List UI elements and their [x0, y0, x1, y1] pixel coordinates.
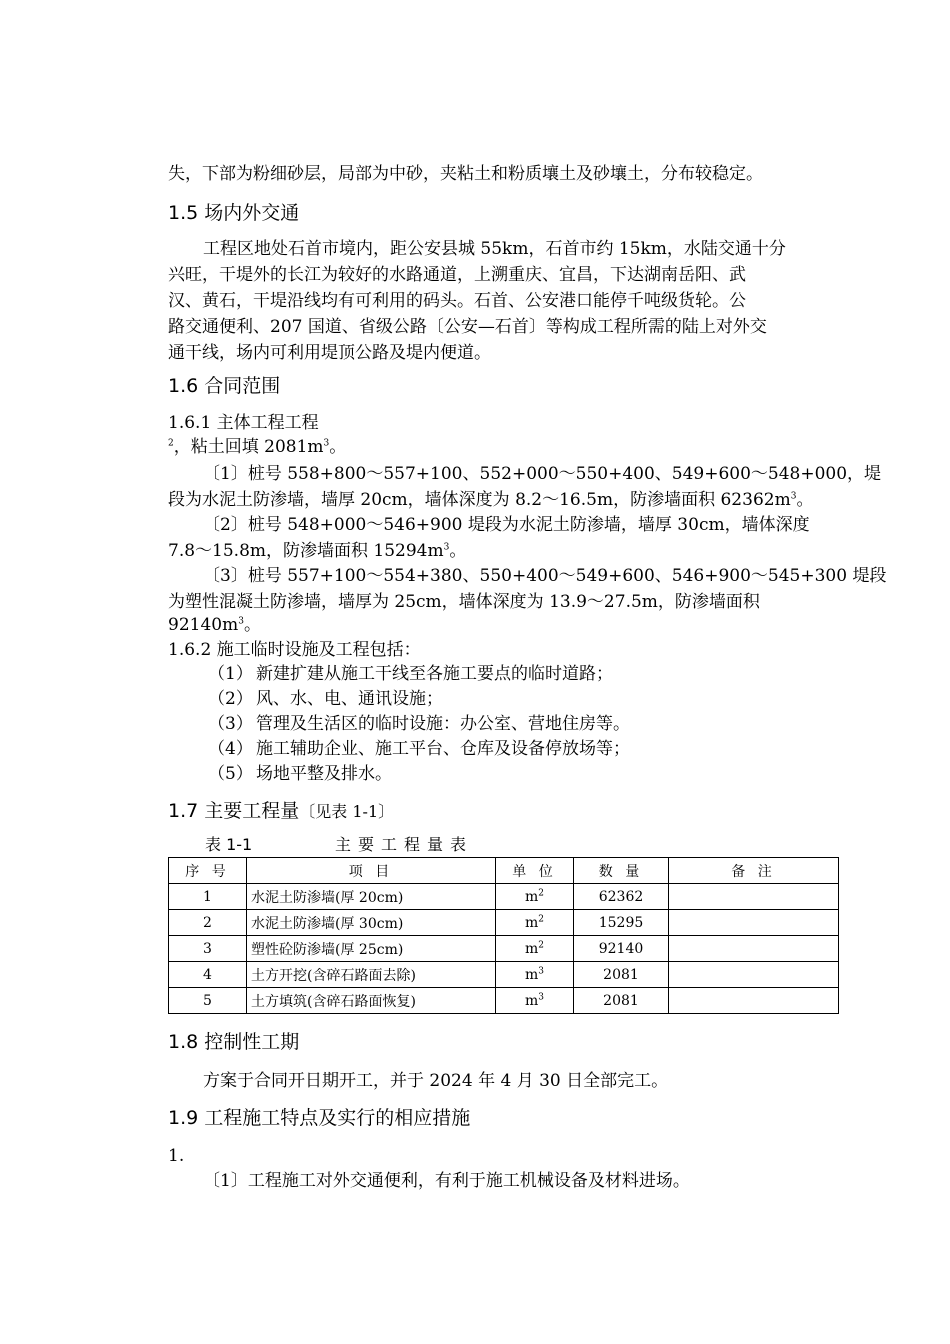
temp-facility-item	[208, 661, 613, 687]
cell-unit	[496, 988, 574, 1014]
scope-item-3-line: 〔3〕桩号 557+100～554+380、550+400～549+600、546+900～545+300 堤段	[203, 566, 887, 586]
list-number: （4）	[208, 739, 253, 759]
table-number: 表 1-1	[205, 835, 253, 854]
subsection-1-6-2: 1.6.2 施工临时设施及工程包括：	[168, 640, 421, 660]
scope-item-3-line	[168, 612, 838, 638]
unit-text: m	[524, 992, 539, 1009]
subsection-1-6-1: 1.6.1 主体工程工程	[168, 413, 319, 433]
scope-item-2-line	[168, 538, 838, 564]
superscript: 2	[168, 438, 174, 449]
cell-unit	[496, 884, 574, 910]
cell-no: 5	[169, 988, 247, 1014]
list-text: 管理及生活区的临时设施：办公室、营地住房等。	[256, 714, 630, 734]
list-text: 风、水、电、通讯设施；	[256, 689, 443, 709]
scope-item-1-line: 〔1〕桩号 558+800～557+100、552+000～550+400、549+600～548+000，堤	[203, 464, 882, 484]
cell-qty: 92140	[574, 936, 669, 962]
scope-end: 。	[243, 615, 261, 635]
cell-qty: 2081	[574, 962, 669, 988]
section-1-6-heading: 1.6 合同范围	[168, 375, 281, 397]
unit-text: m	[524, 914, 539, 931]
table-title: 主要工程量表	[335, 835, 474, 854]
list-number: （3）	[208, 714, 253, 734]
paragraph-line: 路交通便利、207 国道、省级公路〔公安—石首〕等构成工程所需的陆上对外交	[168, 317, 767, 337]
col-header: 序 号	[169, 858, 247, 884]
superscript: 3	[790, 491, 797, 502]
fragment-line	[168, 434, 838, 460]
cell-no: 1	[169, 884, 247, 910]
table-row	[169, 910, 839, 936]
unit-sup: 2	[538, 939, 544, 950]
paragraph-line: 工程区地处石首市境内，距公安县城 55km，石首市约 15km，水陆交通十分	[203, 239, 786, 259]
section-1-5-heading: 1.5 场内外交通	[168, 202, 300, 224]
table-row	[169, 884, 839, 910]
measure-item-1: 〔1〕工程施工对外交通便利，有利于施工机械设备及材料进场。	[203, 1171, 690, 1191]
scope-item-3-line: 为塑性混凝土防渗墙，墙厚为 25cm，墙体深度为 13.9～27.5m，防渗墙面积	[168, 592, 760, 612]
unit-sup: 2	[538, 913, 544, 924]
cell-item: 塑性砼防渗墙(厚 25cm)	[247, 936, 496, 962]
unit-text: m	[524, 940, 539, 957]
cell-no: 3	[169, 936, 247, 962]
scope-text: 92140m	[168, 615, 239, 635]
scope-text: 段为水泥土防渗墙，墙厚 20cm，墙体深度为 8.2～16.5m，防渗墙面积 62362m	[168, 490, 791, 510]
unit-sup: 3	[538, 991, 544, 1002]
paragraph-line: 汉、黄石，干堤沿线均有可利用的码头。石首、公安港口能停千吨级货轮。公	[168, 291, 746, 311]
cell-item: 土方开挖(含碎石路面去除)	[247, 962, 496, 988]
heading-text: 1.7 主要工程量	[168, 800, 300, 822]
col-header: 备 注	[669, 858, 839, 884]
fragment-end: 。	[329, 437, 347, 457]
list-number: （1）	[208, 664, 253, 684]
table-row	[169, 962, 839, 988]
list-text: 施工辅助企业、施工平台、仓库及设备停放场等；	[256, 739, 630, 759]
cell-unit	[496, 910, 574, 936]
fragment-text: ，粘土回填 2081m	[173, 437, 324, 457]
unit-text: m	[524, 888, 539, 905]
cell-item: 水泥土防渗墙(厚 30cm)	[247, 910, 496, 936]
superscript: 3	[238, 616, 244, 627]
temp-facility-item	[208, 761, 392, 787]
scope-item-1-line	[168, 487, 838, 513]
quantity-table	[168, 857, 839, 1014]
unit-text: m	[524, 966, 539, 983]
cell-qty: 15295	[574, 910, 669, 936]
section-1-9-heading: 1.9 工程施工特点及实行的相应措施	[168, 1107, 471, 1129]
subsection-number: 1.	[168, 1146, 185, 1166]
list-number: （2）	[208, 689, 253, 709]
cell-qty: 62362	[574, 884, 669, 910]
list-number: （5）	[208, 764, 253, 784]
unit-sup: 2	[538, 887, 544, 898]
scope-end: 。	[796, 490, 814, 510]
paragraph-line: 通干线，场内可利用堤顶公路及堤内便道。	[168, 343, 491, 363]
list-text: 场地平整及排水。	[256, 764, 392, 784]
heading-note: 〔见表 1-1〕	[299, 802, 395, 821]
scope-end: 。	[449, 541, 467, 561]
scope-text: 7.8～15.8m，防渗墙面积 15294m	[168, 541, 444, 561]
superscript: 3	[443, 542, 450, 553]
intro-line: 失，下部为粉细砂层，局部为中砂，夹粘土和粉质壤土及砂壤土，分布较稳定。	[168, 164, 763, 184]
col-header: 项 目	[247, 858, 496, 884]
superscript: 3	[323, 438, 330, 449]
scope-item-2-line: 〔2〕桩号 548+000～546+900 堤段为水泥土防渗墙，墙厚 30cm，墙体深度	[203, 515, 810, 535]
table-row	[169, 936, 839, 962]
cell-no: 2	[169, 910, 247, 936]
paragraph-line: 兴旺，干堤外的长江为较好的水路通道，上溯重庆、宜昌，下达湖南岳阳、武	[168, 265, 746, 285]
table-header-row	[169, 858, 839, 884]
cell-item: 土方填筑(含碎石路面恢复)	[247, 988, 496, 1014]
list-text: 新建扩建从施工干线至各施工要点的临时道路；	[256, 664, 613, 684]
cell-remark	[669, 884, 839, 910]
cell-no: 4	[169, 962, 247, 988]
temp-facility-item	[208, 686, 443, 712]
cell-remark	[669, 910, 839, 936]
cell-item: 水泥土防渗墙(厚 20cm)	[247, 884, 496, 910]
cell-unit	[496, 962, 574, 988]
table-row	[169, 988, 839, 1014]
cell-remark	[669, 962, 839, 988]
col-header: 数 量	[574, 858, 669, 884]
cell-remark	[669, 936, 839, 962]
col-header: 单 位	[496, 858, 574, 884]
schedule-text: 方案于合同开日期开工，并于 2024 年 4 月 30 日全部完工。	[203, 1071, 669, 1091]
temp-facility-item	[208, 711, 630, 737]
temp-facility-item	[208, 736, 630, 762]
section-1-8-heading: 1.8 控制性工期	[168, 1031, 300, 1053]
unit-sup: 3	[538, 965, 544, 976]
cell-remark	[669, 988, 839, 1014]
cell-qty: 2081	[574, 988, 669, 1014]
section-1-7-heading	[168, 797, 394, 826]
cell-unit	[496, 936, 574, 962]
